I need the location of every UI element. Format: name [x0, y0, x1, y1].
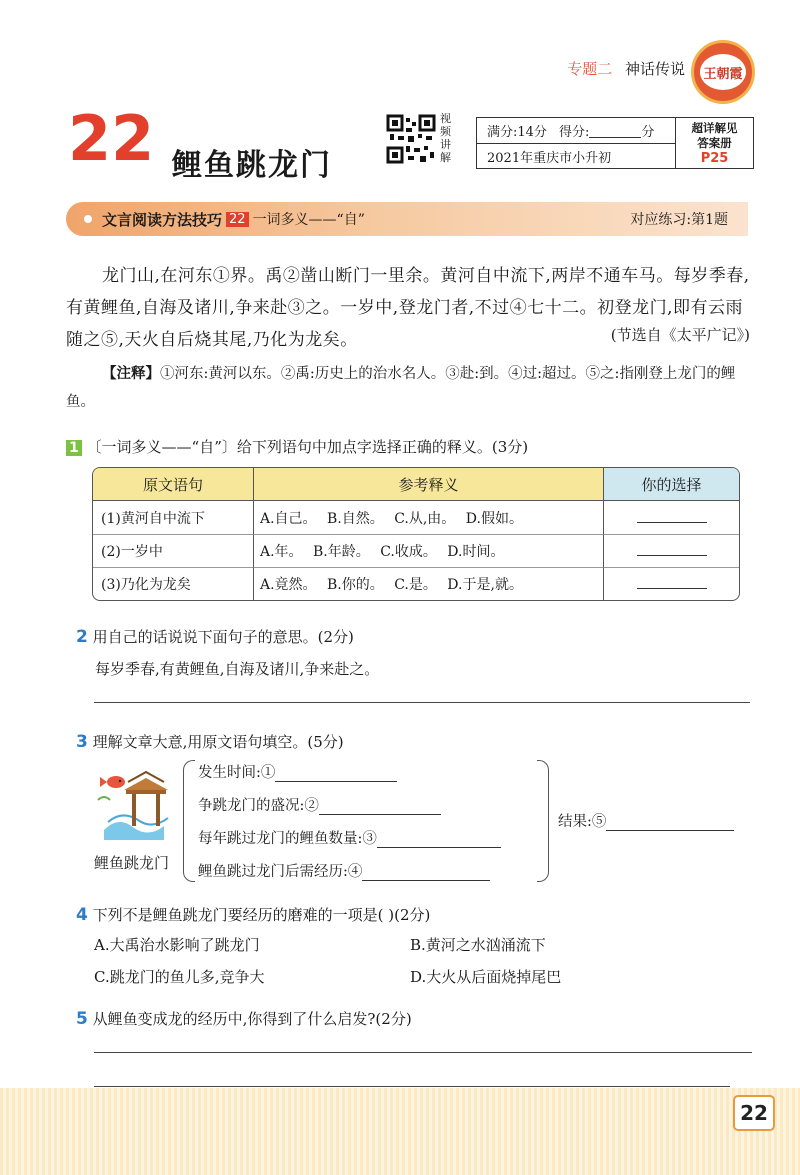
qr-label: 视频讲解 — [440, 112, 451, 164]
result-item — [558, 810, 734, 831]
options-cell: A.自己。 B.自然。 C.从,由。 D.假如。 — [253, 501, 603, 534]
answer-hint-2: 答案册 — [697, 136, 732, 150]
option-d[interactable]: D.大火从后面烧掉尾巴 — [410, 968, 562, 986]
got-score-unit: 分 — [641, 125, 655, 140]
sentence-cell: (2)一岁中 — [93, 534, 253, 567]
exam-source: 2021年重庆市小升初 — [477, 143, 675, 168]
question-number: 3 — [76, 732, 88, 752]
question-text: 用自己的话说说下面句子的意思。(2分) — [92, 628, 354, 646]
table-header — [93, 468, 739, 501]
carp-dragon-gate-illustration — [94, 760, 180, 840]
question-text: 下列不是鲤鱼跳龙门要经历的磨难的一项是( )(2分) — [92, 906, 431, 924]
choice-cell — [603, 534, 739, 567]
question-number: 2 — [76, 627, 88, 647]
fill-item-label: 争跳龙门的盛况:② — [198, 798, 319, 814]
choice-cell — [603, 501, 739, 534]
qr-code-icon[interactable] — [386, 114, 436, 164]
option-b[interactable]: B.黄河之水汹涌流下 — [410, 936, 546, 954]
column-header: 你的选择 — [603, 468, 739, 501]
got-score-label: 得分: — [558, 125, 590, 140]
sentence-cell: (3)乃化为龙矣 — [93, 567, 253, 600]
fill-item — [198, 761, 397, 782]
options-cell: A.竟然。 B.你的。 C.是。 D.于是,就。 — [253, 567, 603, 600]
answer-blank[interactable] — [637, 542, 707, 556]
answer-line[interactable] — [94, 702, 750, 703]
notes-label: 【注释】 — [102, 366, 160, 382]
table-row — [93, 534, 739, 567]
definition-table — [92, 467, 740, 601]
question-1 — [66, 436, 528, 457]
question-number: 5 — [76, 1009, 88, 1029]
fill-item-label: 每年跳过龙门的鲤鱼数量:③ — [198, 831, 377, 847]
score-blank[interactable] — [589, 124, 641, 138]
method-number: 22 — [226, 212, 249, 227]
method-title: 文言阅读方法技巧 — [102, 210, 223, 229]
answer-hint-1: 超详解见 — [691, 121, 738, 135]
fill-blank[interactable] — [275, 768, 397, 782]
score-row — [477, 118, 675, 143]
answer-blank[interactable] — [637, 575, 707, 589]
fill-item — [198, 827, 501, 848]
question-text: 理解文章大意,用原文语句填空。(5分) — [92, 733, 344, 751]
passage-source: (节选自《太平广记》) — [610, 326, 750, 344]
options-cell: A.年。 B.年龄。 C.收成。 D.时间。 — [253, 534, 603, 567]
illustration-caption: 鲤鱼跳龙门 — [94, 854, 170, 872]
answer-hint-box — [676, 117, 754, 169]
sentence-cell: (1)黄河自中流下 — [101, 510, 205, 527]
method-banner — [66, 202, 748, 236]
table-row — [93, 567, 739, 600]
fill-item — [198, 860, 490, 881]
question-4 — [76, 904, 430, 925]
column-header: 参考释义 — [253, 468, 603, 501]
fill-item — [198, 794, 441, 815]
question-2-sentence: 每岁季春,有黄鲤鱼,自海及诸川,争来赴之。 — [95, 660, 380, 678]
lesson-number: 22 — [68, 102, 155, 175]
table-row — [93, 501, 739, 534]
publisher-logo — [691, 40, 755, 104]
question-5 — [76, 1008, 412, 1029]
option-a[interactable]: A.大禹治水影响了跳龙门 — [94, 936, 260, 954]
answer-line[interactable] — [94, 1086, 730, 1087]
answer-page: P25 — [700, 151, 729, 166]
score-box — [476, 117, 676, 169]
result-blank[interactable] — [606, 817, 734, 831]
fill-blank[interactable] — [377, 834, 501, 848]
bullet-icon — [84, 215, 92, 223]
fill-blank[interactable] — [319, 801, 441, 815]
passage-notes — [66, 360, 756, 416]
topic-heading — [567, 58, 685, 79]
result-label: 结果:⑤ — [558, 814, 607, 830]
notes-text: ①河东:黄河以东。②禹:历史上的治水名人。③赴:到。④过:超过。⑤之:指刚登上龙门的鲤鱼。 — [66, 366, 736, 410]
practice-reference: 对应练习:第1题 — [630, 212, 728, 228]
question-text: 从鲤鱼变成龙的经历中,你得到了什么启发?(2分) — [92, 1010, 412, 1028]
answer-blank[interactable] — [637, 509, 707, 523]
answer-line[interactable] — [94, 1052, 752, 1053]
question-text: 〔一词多义——“自”〕给下列语句中加点字选择正确的释义。(3分) — [86, 438, 529, 456]
fill-blank[interactable] — [362, 867, 490, 881]
column-header: 原文语句 — [93, 468, 253, 501]
method-subtitle: 一词多义——“自” — [252, 212, 365, 228]
fill-item-label: 发生时间:① — [198, 765, 276, 781]
page-number: 22 — [733, 1095, 775, 1131]
lesson-title: 鲤鱼跳龙门 — [172, 148, 332, 183]
topic-label: 专题二 — [567, 60, 613, 78]
full-score: 满分:14分 — [487, 125, 547, 140]
option-c[interactable]: C.跳龙门的鱼儿多,竞争大 — [94, 968, 265, 986]
right-brace — [537, 760, 549, 882]
question-number: 1 — [66, 440, 82, 456]
footer-band — [0, 1088, 800, 1175]
question-number: 4 — [76, 905, 88, 925]
left-brace — [183, 760, 195, 882]
logo-text: 王朝霞 — [700, 54, 746, 90]
question-2 — [76, 626, 354, 647]
question-3 — [76, 731, 344, 752]
choice-cell — [603, 567, 739, 600]
topic-name: 神话传说 — [624, 60, 685, 78]
passage-text: 龙门山,在河东①界。禹②凿山断门一里余。黄河自中流下,两岸不通车马。每岁季春,有黄鲤鱼,自海及诸川,争来赴③之。一岁中,登龙门者,不过④七十二。初登龙门,即有云雨随之⑤,天火自后烧其尾,乃化为龙矣。 — [66, 266, 750, 350]
fill-item-label: 鲤鱼跳过龙门后需经历:④ — [198, 864, 363, 880]
